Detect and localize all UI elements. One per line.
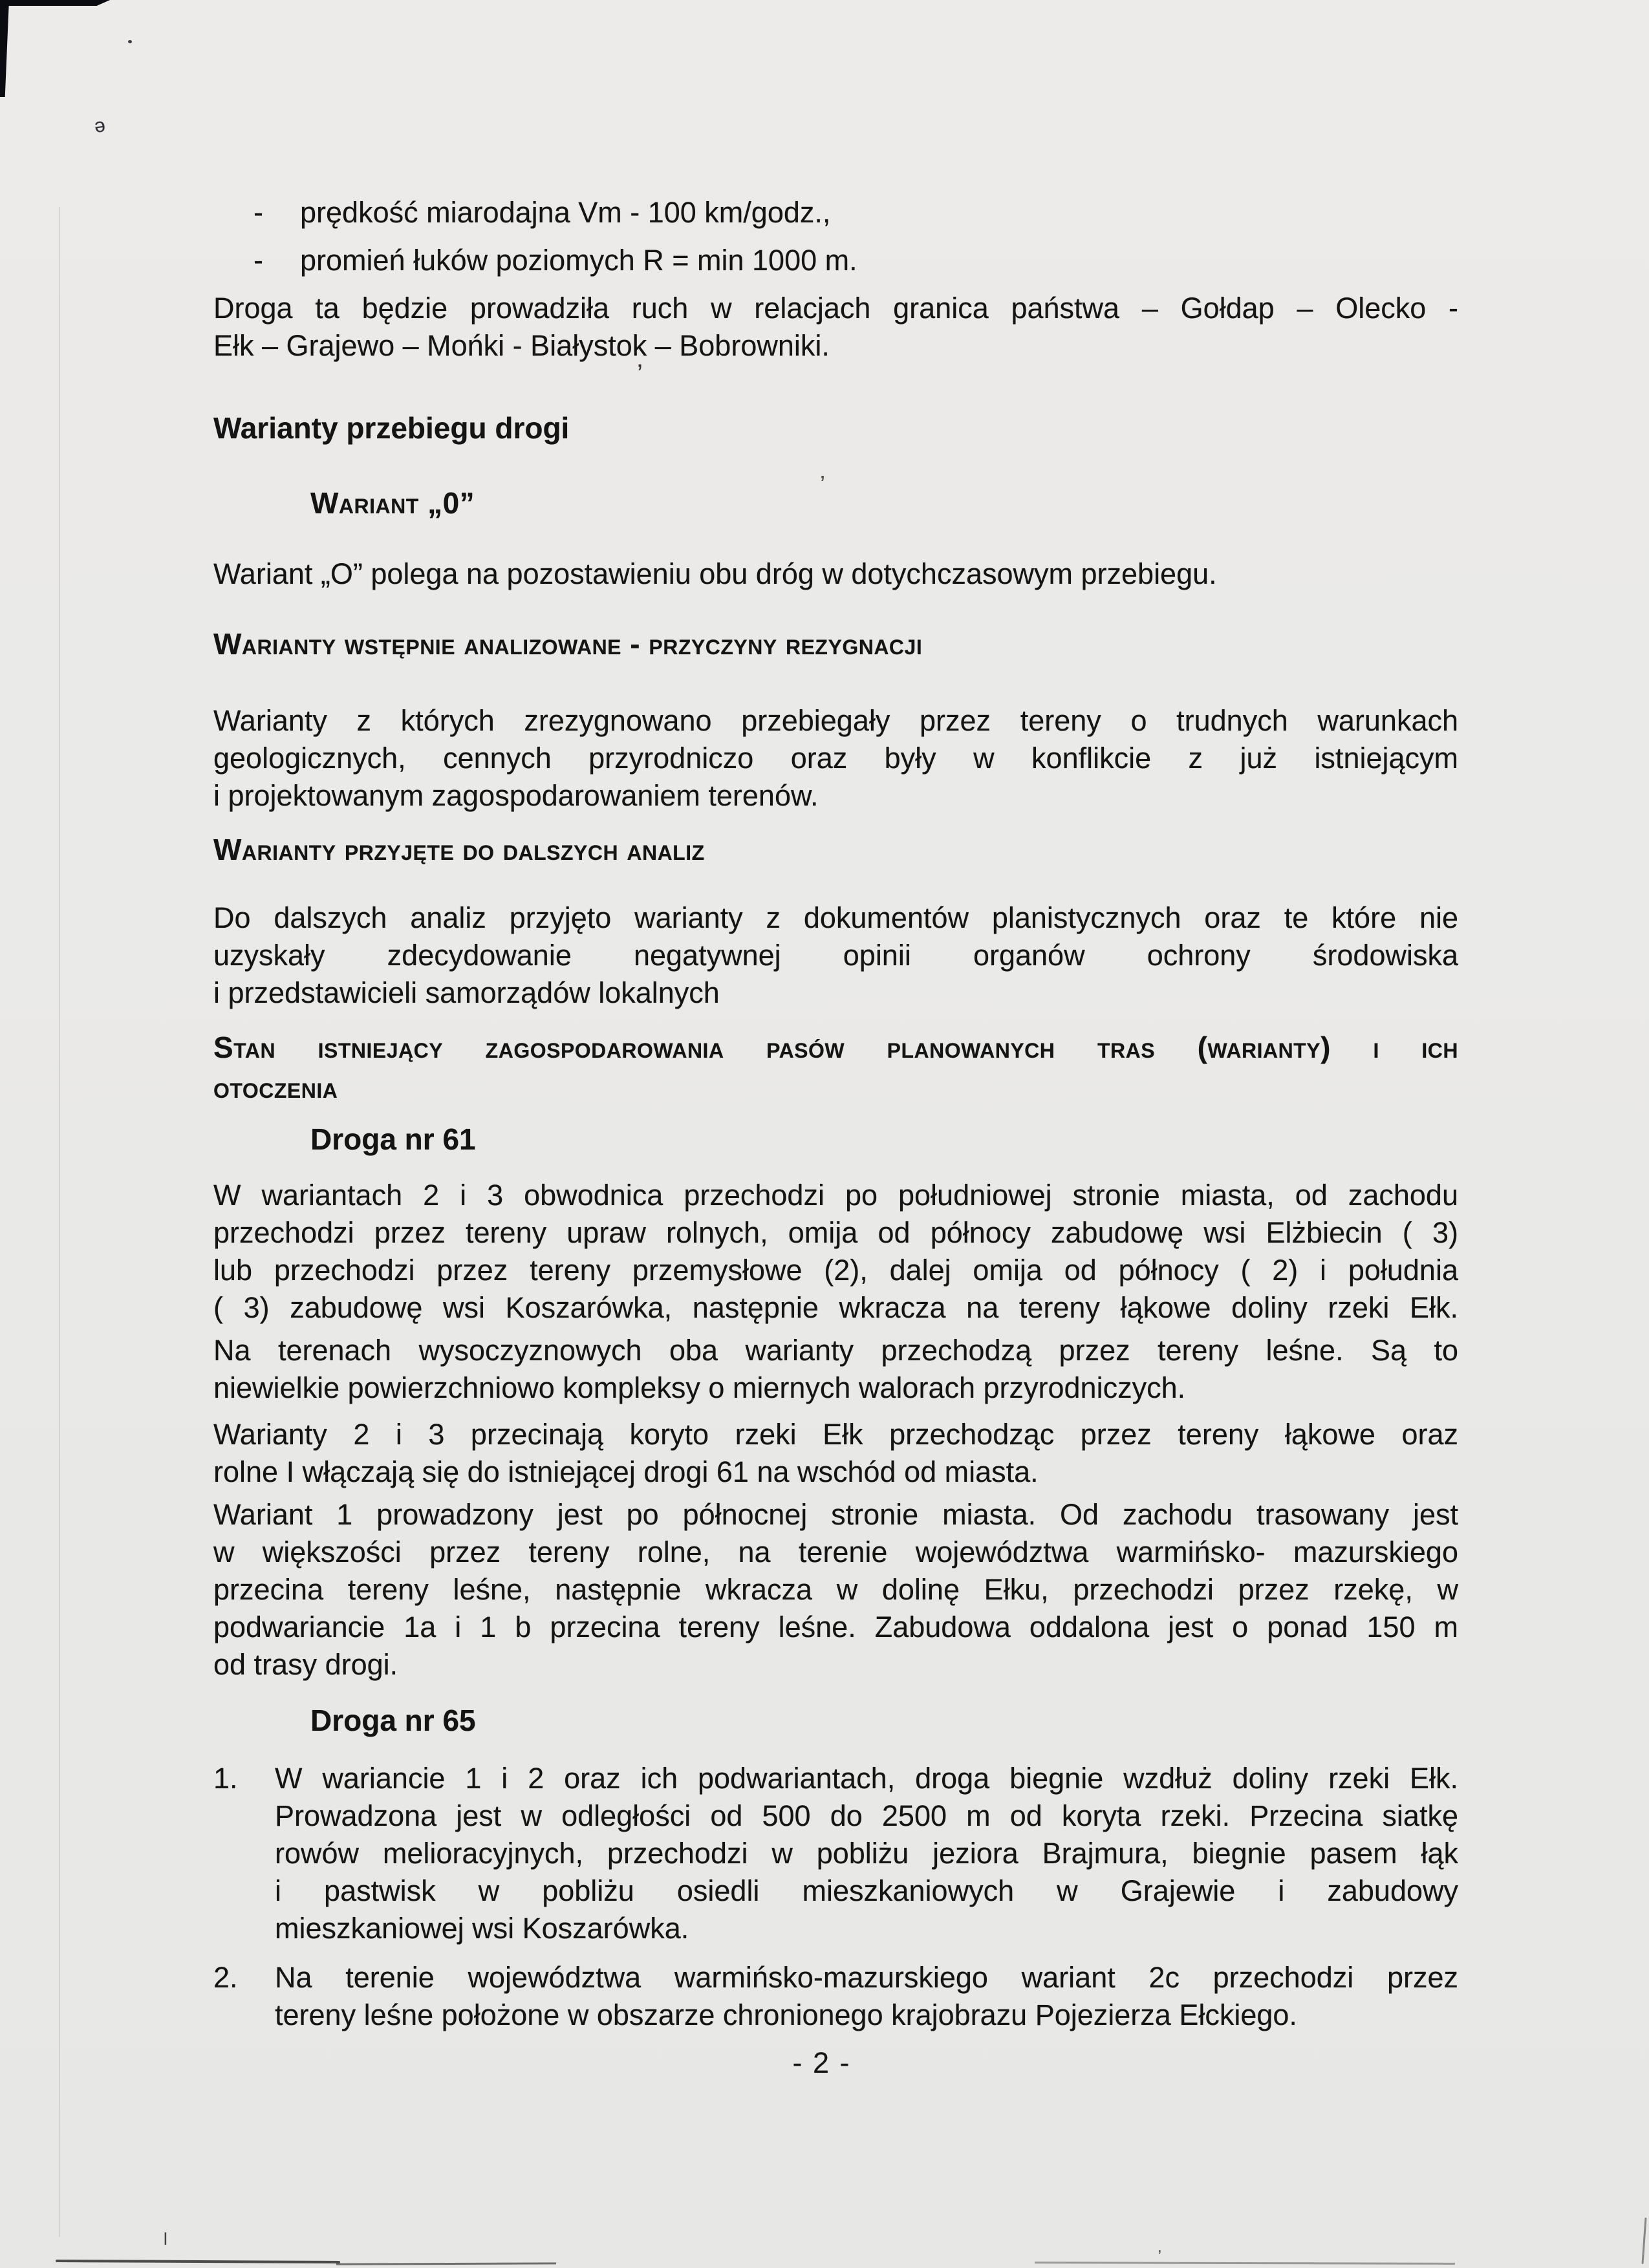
stan-heading (213, 1027, 1458, 1107)
intro-paragraph (213, 290, 1458, 365)
item-body (275, 1760, 1458, 1947)
scanner-edge-artifact-top (0, 0, 110, 6)
paragraph-line: przecina tereny leśne, następnie wkracza w dolinę Ełku, przechodzi przez rzekę, w (213, 1573, 1458, 1606)
scanner-streak (59, 207, 60, 2237)
scan-artifact-tick: ’ (820, 471, 825, 497)
paragraph-line: rolne I włączają się do istniejącej drogi 61 na wschód od miasta. (213, 1455, 1039, 1488)
paragraph-line: Warianty 2 i 3 przecinają koryto rzeki Ełk przechodząc przez tereny łąkowe oraz (213, 1418, 1458, 1451)
paragraph-line: Warianty z których zrezygnowano przebiegały przez tereny o trudnych warunkach (213, 704, 1458, 737)
paragraph-line: przechodzi przez tereny upraw rolnych, omija od północy zabudowę wsi Elżbiecin ( 3) (213, 1216, 1458, 1249)
numbered-list (213, 1760, 1458, 2034)
paragraph-line: uzyskały zdecydowanie negatywnej opinii organów ochrony środowiska (213, 939, 1458, 972)
scanner-edge-artifact-bottom (1035, 2262, 1455, 2265)
rejected-variants-heading: Warianty wstępnie analizowane - przyczyny rezygnacji (213, 627, 923, 661)
paragraph-line: mieszkaniowej wsi Koszarówka. (275, 1912, 689, 1945)
heading-line: otoczenia (213, 1071, 338, 1104)
list-item-text: promień łuków poziomych R = min 1000 m. (300, 244, 857, 277)
scanner-edge-artifact-bottom (56, 2260, 340, 2263)
paragraph-line: ( 3) zabudowę wsi Koszarówka, następnie wkracza na tereny łąkowe doliny rzeki Ełk. (213, 1291, 1458, 1324)
paragraph-line: W wariancie 1 i 2 oraz ich podwariantach, droga biegnie wzdłuż doliny rzeki Ełk. (275, 1762, 1458, 1795)
paragraph-line: podwariancie 1a i 1 b przecina tereny leśne. Zabudowa oddalona jest o ponad 150 m (213, 1610, 1458, 1643)
scan-artifact-speck: , (1158, 2238, 1162, 2256)
paragraph-line: i pastwisk w pobliżu osiedli mieszkaniowych w Grajewie i zabudowy (275, 1874, 1458, 1907)
variant0-paragraph (213, 555, 1458, 593)
paragraph-line: Prowadzona jest w odległości od 500 do 2500 m od koryta rzeki. Przecina siatkę (275, 1799, 1458, 1832)
scanner-edge-artifact-left (0, 0, 9, 97)
paragraph-line: od trasy drogi. (213, 1648, 398, 1681)
paragraph-line: Na terenach wysoczyznowych oba warianty przechodzą przez tereny leśne. Są to (213, 1334, 1458, 1367)
droga61-paragraph-3 (213, 1416, 1458, 1491)
bullet-list (213, 189, 1458, 284)
list-item (213, 237, 1458, 284)
scan-artifact-dot (128, 40, 132, 43)
paragraph-line: Do dalszych analiz przyjęto warianty z dokumentów planistycznych oraz te które nie (213, 901, 1458, 934)
droga61-heading: Droga nr 61 (310, 1122, 476, 1156)
variant0-heading: Wariant „0” (310, 486, 475, 520)
paragraph-line: rowów melioracyjnych, przechodzi w pobliżu jeziora Brajmura, biegnie pasem łąk (275, 1837, 1458, 1870)
droga61-paragraph-4 (213, 1496, 1458, 1684)
paragraph-line: Na terenie województwa warmińsko-mazurskiego wariant 2c przechodzi przez (275, 1961, 1458, 1994)
scan-artifact-tick: ’ (637, 359, 643, 388)
rejected-variants-paragraph (213, 702, 1458, 815)
droga65-heading: Droga nr 65 (310, 1704, 476, 1737)
paragraph-line: i projektowanym zagospodarowaniem terenów. (213, 779, 819, 812)
dash-bullet: - (253, 196, 263, 229)
paragraph-line: Droga ta będzie prowadziła ruch w relacjach granica państwa – Gołdap – Olecko - (213, 292, 1458, 325)
item-body (275, 1959, 1458, 2034)
scanner-edge-artifact-right (1641, 2218, 1646, 2264)
droga61-paragraph-1 (213, 1177, 1458, 1327)
dash-bullet: - (253, 244, 263, 277)
paragraph-line: Wariant „O” polega na pozostawieniu obu dróg w dotychczasowym przebiegu. (213, 557, 1217, 590)
list-item (213, 189, 1458, 237)
list-item-text: prędkość miarodajna Vm - 100 km/godz., (300, 196, 831, 229)
heading-line: Stan istniejący zagospodarowania pasów planowanych tras (warianty) i ich (213, 1031, 1458, 1064)
accepted-variants-paragraph (213, 899, 1458, 1012)
item-number: 2. (213, 1961, 238, 1994)
paragraph-line: tereny leśne położone w obszarze chronionego krajobrazu Pojezierza Ełckiego. (275, 1998, 1297, 2031)
paragraph-line: geologicznych, cennych przyrodniczo oraz były w konflikcie z już istniejącym (213, 742, 1458, 775)
scan-artifact-speck: l (164, 2229, 167, 2249)
page-number: - 2 - (792, 2046, 851, 2079)
paragraph-line: i przedstawicieli samorządów lokalnych (213, 976, 720, 1009)
item-number: 1. (213, 1762, 238, 1795)
paragraph-line: W wariantach 2 i 3 obwodnica przechodzi po południowej stronie miasta, od zachodu (213, 1179, 1458, 1212)
droga61-paragraph-2 (213, 1332, 1458, 1407)
scanner-edge-artifact-bottom (336, 2262, 556, 2265)
paragraph-line: lub przechodzi przez tereny przemysłowe (2), dalej omija od północy ( 2) i południa (213, 1254, 1458, 1287)
paragraph-line: Wariant 1 prowadzony jest po północnej stronie miasta. Od zachodu trasowany jest (213, 1498, 1458, 1531)
paragraph-line: w większości przez tereny rolne, na terenie województwa warmińsko- mazurskiego (213, 1535, 1458, 1568)
page-content (213, 189, 1458, 2082)
numbered-item-2 (213, 1959, 1458, 2034)
paragraph-line: Ełk – Grajewo – Mońki - Białystok – Bobrowniki. (213, 329, 830, 362)
accepted-variants-heading: Warianty przyjęte do dalszych analiz (213, 833, 705, 866)
section-title: Warianty przebiegu drogi (213, 411, 570, 445)
paragraph-line: niewielkie powierzchniowo kompleksy o miernych walorach przyrodniczych. (213, 1371, 1186, 1404)
scan-artifact-mark: ə (92, 114, 107, 138)
numbered-item-1 (213, 1760, 1458, 1947)
